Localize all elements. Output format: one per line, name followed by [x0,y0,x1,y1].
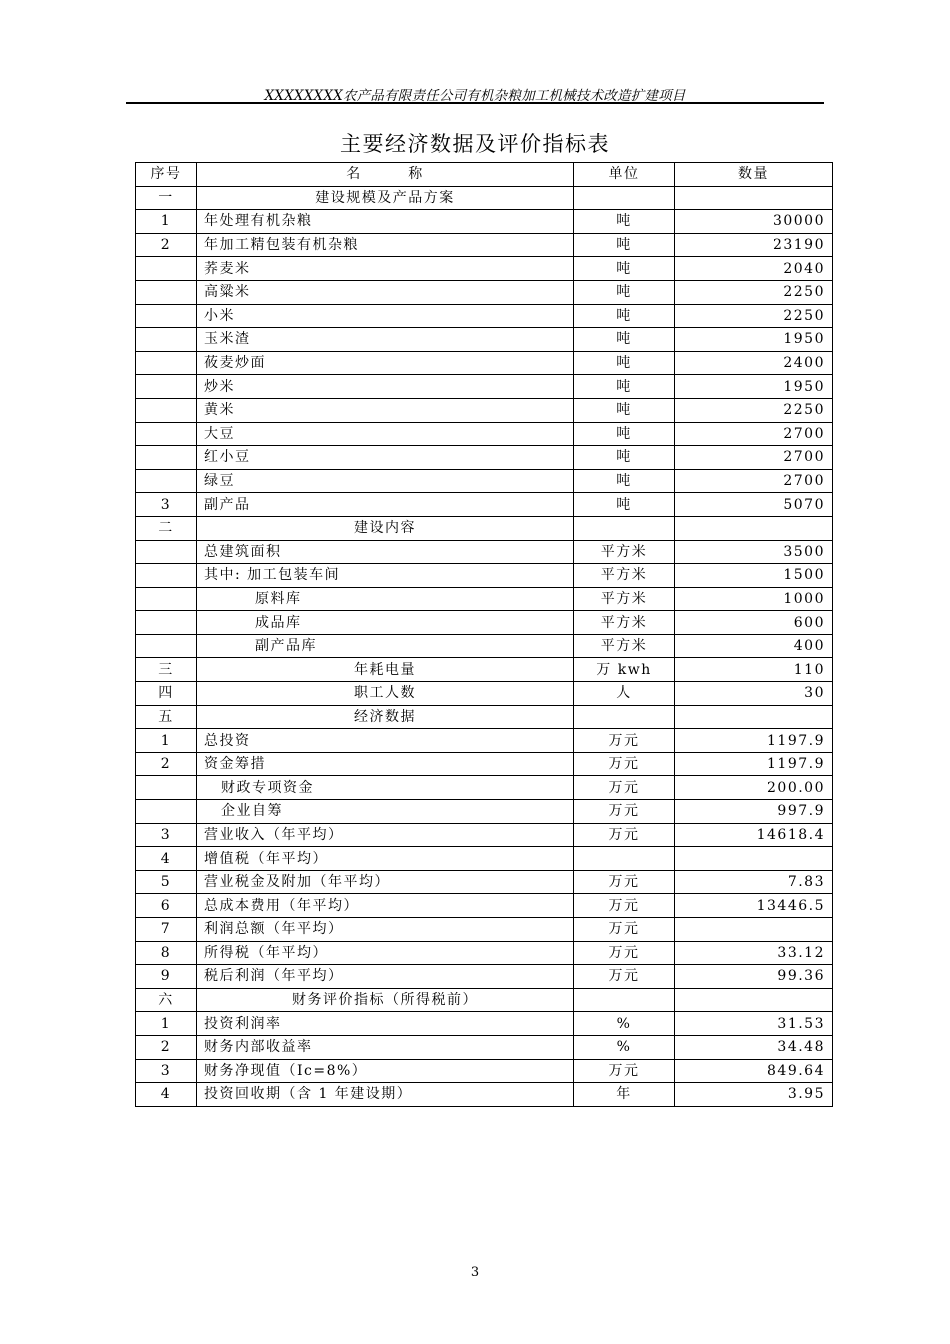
table-row [136,776,833,800]
row-unit-cell [574,186,675,210]
row-name-cell: 原料库 [197,587,574,611]
row-unit-cell: 平方米 [574,564,675,588]
row-number-cell [136,328,197,352]
row-unit-cell: 万 kwh [574,658,675,682]
row-name-cell: 财务内部收益率 [197,1035,574,1059]
row-value-cell: 2040 [675,257,833,281]
row-value-cell: 2250 [675,398,833,422]
row-name-cell: 财务评价指标（所得税前） [197,988,574,1012]
row-number-cell [136,776,197,800]
header-divider [126,102,824,104]
row-number-cell: 二 [136,516,197,540]
row-number-cell: 8 [136,941,197,965]
row-unit-cell: 万元 [574,941,675,965]
row-value-cell: 1197.9 [675,752,833,776]
row-value-cell: 200.00 [675,776,833,800]
row-number-cell: 3 [136,1059,197,1083]
row-name-cell: 营业税金及附加（年平均） [197,870,574,894]
row-value-cell [675,516,833,540]
table-row [136,564,833,588]
row-unit-cell: % [574,1035,675,1059]
row-name-cell: 资金筹措 [197,752,574,776]
row-name-cell: 成品库 [197,611,574,635]
table-row [136,894,833,918]
row-unit-cell: 万元 [574,870,675,894]
table-row [136,328,833,352]
row-name-cell: 绿豆 [197,469,574,493]
row-number-cell: 一 [136,186,197,210]
row-value-cell: 14618.4 [675,823,833,847]
table-row [136,611,833,635]
row-unit-cell: 吨 [574,280,675,304]
table-row [136,823,833,847]
row-name-cell: 总成本费用（年平均） [197,894,574,918]
row-name-cell: 企业自筹 [197,800,574,824]
row-unit-cell: 吨 [574,422,675,446]
row-unit-cell: 万元 [574,918,675,942]
table-row [136,210,833,234]
row-number-cell: 5 [136,870,197,894]
table-row [136,941,833,965]
row-value-cell: 30 [675,682,833,706]
row-number-cell [136,800,197,824]
row-number-cell: 1 [136,210,197,234]
row-value-cell: 7.83 [675,870,833,894]
table-row [136,233,833,257]
row-name-cell: 大豆 [197,422,574,446]
table-row [136,752,833,776]
row-number-cell [136,398,197,422]
row-unit-cell: 吨 [574,328,675,352]
table-row [136,634,833,658]
row-name-cell: 经济数据 [197,705,574,729]
row-unit-cell: 吨 [574,398,675,422]
column-header-no: 序号 [136,163,197,187]
row-number-cell [136,422,197,446]
row-value-cell: 30000 [675,210,833,234]
row-name-cell: 建设内容 [197,516,574,540]
row-unit-cell: 吨 [574,493,675,517]
row-value-cell: 2700 [675,469,833,493]
table-row [136,375,833,399]
row-value-cell: 1950 [675,328,833,352]
row-value-cell: 99.36 [675,965,833,989]
row-number-cell: 7 [136,918,197,942]
row-name-cell: 所得税（年平均） [197,941,574,965]
table-row [136,280,833,304]
row-number-cell: 1 [136,1012,197,1036]
row-name-cell: 年加工精包装有机杂粮 [197,233,574,257]
table-title: 主要经济数据及评价指标表 [340,132,610,156]
row-name-cell: 红小豆 [197,446,574,470]
row-name-cell: 投资利润率 [197,1012,574,1036]
row-unit-cell: 万元 [574,894,675,918]
row-name-cell: 税后利润（年平均） [197,965,574,989]
row-number-cell: 四 [136,682,197,706]
table-row [136,398,833,422]
table-row [136,1035,833,1059]
row-value-cell: 997.9 [675,800,833,824]
row-unit-cell [574,516,675,540]
table-row [136,469,833,493]
row-value-cell [675,847,833,871]
row-name-cell: 年耗电量 [197,658,574,682]
row-unit-cell: 吨 [574,351,675,375]
row-value-cell: 2250 [675,304,833,328]
table-row [136,705,833,729]
row-number-cell: 3 [136,493,197,517]
row-number-cell: 3 [136,823,197,847]
row-number-cell: 6 [136,894,197,918]
row-unit-cell: 吨 [574,210,675,234]
economic-indicators-table [135,162,833,1107]
row-number-cell: 六 [136,988,197,1012]
row-unit-cell: 万元 [574,823,675,847]
row-unit-cell: 吨 [574,257,675,281]
row-unit-cell: 万元 [574,729,675,753]
row-value-cell: 2700 [675,422,833,446]
row-number-cell: 2 [136,233,197,257]
row-number-cell: 五 [136,705,197,729]
row-value-cell: 5070 [675,493,833,517]
row-value-cell: 400 [675,634,833,658]
table-row [136,682,833,706]
row-value-cell: 2700 [675,446,833,470]
table-row [136,186,833,210]
row-value-cell [675,918,833,942]
row-value-cell: 1197.9 [675,729,833,753]
row-unit-cell: 吨 [574,375,675,399]
column-header-unit: 单位 [574,163,675,187]
row-name-cell: 投资回收期（含 1 年建设期） [197,1083,574,1107]
row-name-cell: 小米 [197,304,574,328]
table-row [136,587,833,611]
row-unit-cell [574,847,675,871]
row-number-cell: 1 [136,729,197,753]
table-row [136,422,833,446]
row-name-cell: 高粱米 [197,280,574,304]
row-number-cell [136,469,197,493]
row-name-cell: 利润总额（年平均） [197,918,574,942]
row-name-cell: 增值税（年平均） [197,847,574,871]
row-number-cell [136,351,197,375]
row-name-cell: 玉米渣 [197,328,574,352]
row-number-cell: 2 [136,752,197,776]
table-row [136,847,833,871]
row-unit-cell: 平方米 [574,587,675,611]
row-number-cell [136,587,197,611]
table-row [136,870,833,894]
row-name-cell: 职工人数 [197,682,574,706]
row-name-cell: 荞麦米 [197,257,574,281]
table-row [136,351,833,375]
row-unit-cell: 万元 [574,1059,675,1083]
table-row [136,729,833,753]
row-unit-cell: 人 [574,682,675,706]
row-name-cell: 营业收入（年平均） [197,823,574,847]
row-number-cell: 4 [136,847,197,871]
table-row [136,540,833,564]
table-row [136,965,833,989]
row-number-cell [136,304,197,328]
table-row [136,988,833,1012]
row-unit-cell: 吨 [574,304,675,328]
row-name-cell: 副产品 [197,493,574,517]
page-header-text: XXXXXXXX农产品有限责任公司有机杂粮加工机械技术改造扩建项目 [264,88,686,104]
row-name-cell: 总投资 [197,729,574,753]
row-value-cell [675,705,833,729]
table-row [136,918,833,942]
table-header-row [136,163,833,187]
row-name-cell: 副产品库 [197,634,574,658]
row-number-cell [136,634,197,658]
row-value-cell: 34.48 [675,1035,833,1059]
row-name-cell: 建设规模及产品方案 [197,186,574,210]
table-row [136,304,833,328]
row-unit-cell: 万元 [574,752,675,776]
table-row [136,1059,833,1083]
page-number: 3 [470,1265,480,1280]
row-number-cell: 2 [136,1035,197,1059]
table-row [136,493,833,517]
row-name-cell: 财务净现值（Ic=8%） [197,1059,574,1083]
row-value-cell: 23190 [675,233,833,257]
table-row [136,800,833,824]
row-value-cell: 1000 [675,587,833,611]
table-row [136,516,833,540]
row-unit-cell: 平方米 [574,611,675,635]
row-unit-cell: 平方米 [574,634,675,658]
row-value-cell: 849.64 [675,1059,833,1083]
row-value-cell: 13446.5 [675,894,833,918]
row-number-cell [136,280,197,304]
row-unit-cell: 万元 [574,800,675,824]
row-name-cell: 炒米 [197,375,574,399]
row-number-cell [136,446,197,470]
row-number-cell [136,375,197,399]
row-value-cell [675,186,833,210]
row-unit-cell: 万元 [574,965,675,989]
row-name-cell: 总建筑面积 [197,540,574,564]
row-unit-cell [574,988,675,1012]
table-row [136,257,833,281]
row-name-cell: 莜麦炒面 [197,351,574,375]
row-name-cell: 财政专项资金 [197,776,574,800]
row-unit-cell: 吨 [574,233,675,257]
row-name-cell: 其中: 加工包装车间 [197,564,574,588]
row-unit-cell: 年 [574,1083,675,1107]
row-value-cell: 2250 [675,280,833,304]
row-unit-cell: 平方米 [574,540,675,564]
row-name-cell: 黄米 [197,398,574,422]
column-header-name: 名 称 [197,163,574,187]
row-unit-cell: 吨 [574,446,675,470]
row-value-cell: 3500 [675,540,833,564]
row-number-cell [136,540,197,564]
row-number-cell: 三 [136,658,197,682]
table-body [136,186,833,1106]
row-unit-cell [574,705,675,729]
row-unit-cell: 万元 [574,776,675,800]
row-value-cell: 33.12 [675,941,833,965]
row-value-cell: 1950 [675,375,833,399]
row-number-cell [136,611,197,635]
table-row [136,446,833,470]
row-number-cell: 4 [136,1083,197,1107]
row-value-cell: 1500 [675,564,833,588]
row-number-cell [136,564,197,588]
table-row [136,1012,833,1036]
table-row [136,658,833,682]
row-unit-cell: 吨 [574,469,675,493]
row-value-cell: 3.95 [675,1083,833,1107]
row-value-cell: 2400 [675,351,833,375]
row-value-cell: 31.53 [675,1012,833,1036]
row-number-cell: 9 [136,965,197,989]
row-value-cell: 600 [675,611,833,635]
row-unit-cell: % [574,1012,675,1036]
row-value-cell: 110 [675,658,833,682]
table-row [136,1083,833,1107]
row-value-cell [675,988,833,1012]
row-name-cell: 年处理有机杂粮 [197,210,574,234]
column-header-value: 数量 [675,163,833,187]
row-number-cell [136,257,197,281]
